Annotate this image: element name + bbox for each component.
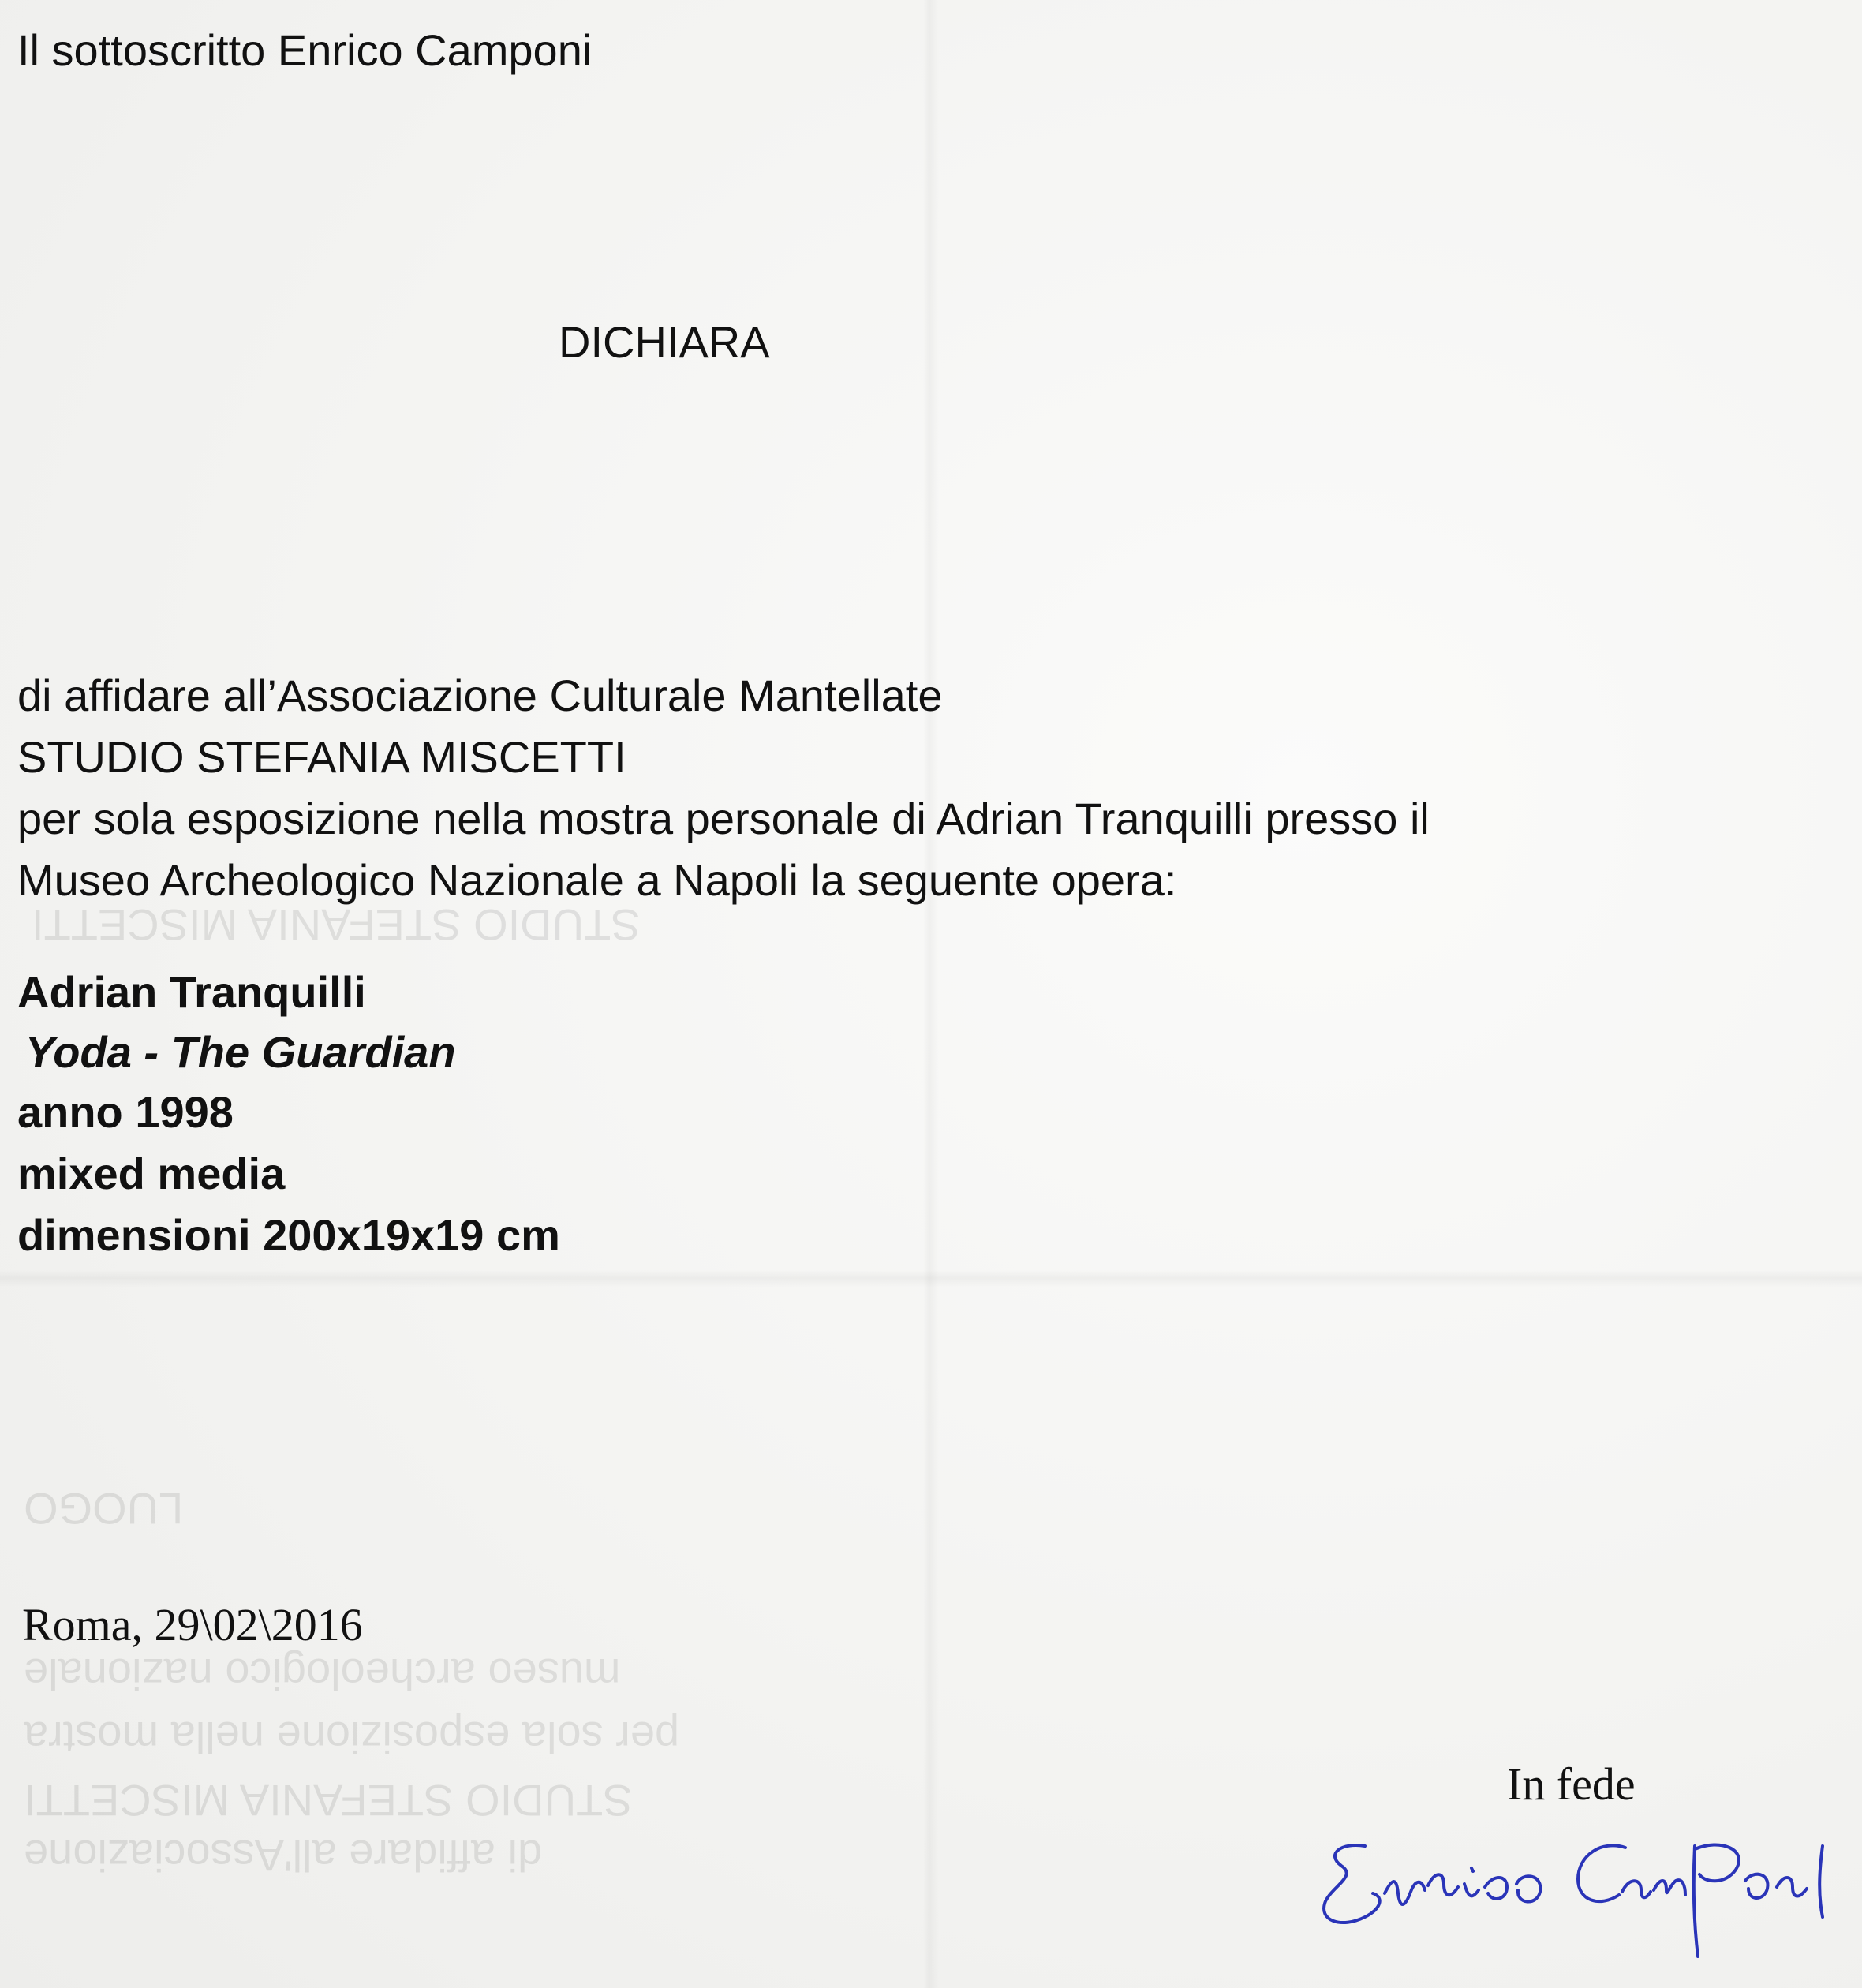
bleed-through-line: di affidare all'Associazione	[24, 1831, 543, 1881]
bleed-through-line: STUDIO STEFANIA MISCETTI	[32, 900, 641, 950]
artwork-title: Yoda - The Guardian	[25, 1027, 456, 1077]
artwork-dimensions: dimensioni 200x19x19 cm	[17, 1210, 560, 1260]
artwork-medium: mixed media	[17, 1149, 286, 1198]
body-line: di affidare all’Associazione Culturale Mantellate	[17, 671, 943, 720]
bleed-through-line: STUDIO STEFANIA MISCETTI	[24, 1776, 633, 1825]
bleed-through-line: LUOGO	[24, 1484, 184, 1534]
page-heading: DICHIARA	[559, 317, 770, 367]
bleed-through-line: per sola esposizione nella mostra	[24, 1713, 680, 1762]
bleed-through-line: museo archeologico nazionale	[24, 1650, 621, 1699]
body-line: STUDIO STEFANIA MISCETTI	[17, 732, 626, 782]
declarant-line: Il sottoscritto Enrico Camponi	[17, 25, 593, 75]
body-line: Museo Archeologico Nazionale a Napoli la seguente opera:	[17, 855, 1177, 905]
body-line: per sola esposizione nella mostra personale di Adrian Tranquilli presso il	[17, 794, 1430, 843]
signature-image	[1310, 1799, 1854, 1972]
artwork-artist: Adrian Tranquilli	[17, 967, 366, 1017]
closing-text: In fede	[1507, 1758, 1636, 1810]
artwork-year: anno 1998	[17, 1087, 234, 1137]
place-date: Roma, 29\02\2016	[22, 1599, 363, 1650]
